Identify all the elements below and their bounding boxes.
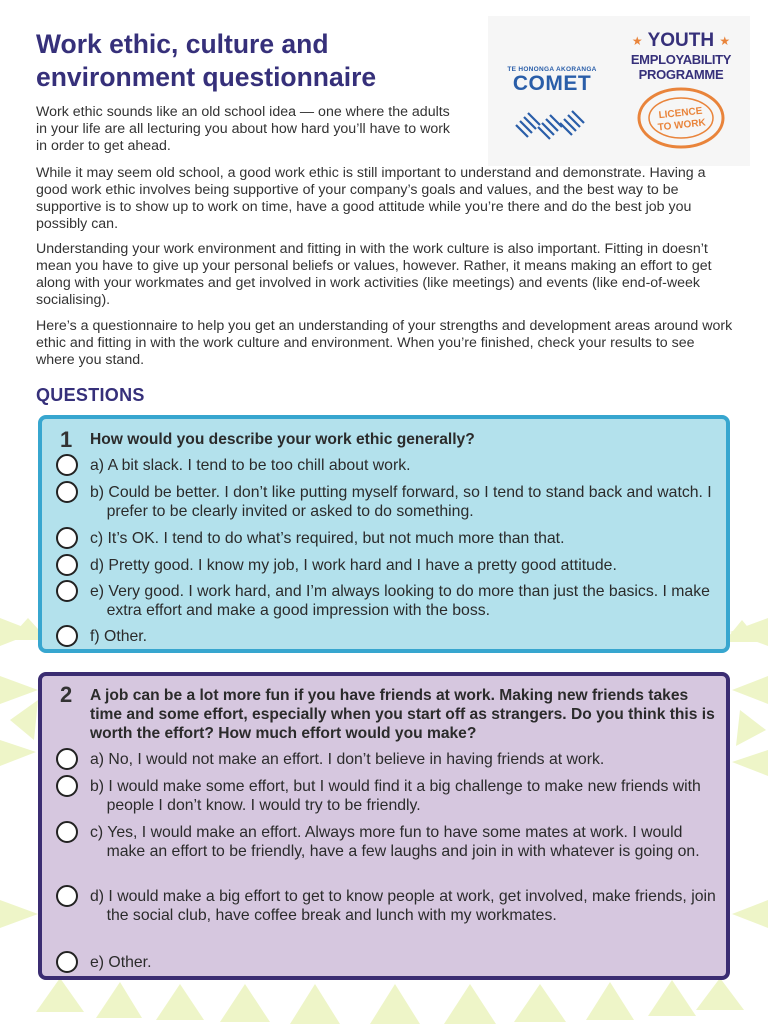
answer-option[interactable] bbox=[56, 750, 716, 770]
answer-label: c) It’s OK. I tend to do what’s required, but not much more than that. bbox=[90, 530, 565, 547]
yep-youth-text: YOUTH bbox=[647, 30, 715, 52]
question-text: A job can be a lot more fun if you have friends at work. Making new friends takes time and some effort, especially when you start off as strangers. Do you think this is worth the effort? How much effort would you make? bbox=[90, 687, 715, 742]
stamp-line-1: LICENCE bbox=[658, 105, 703, 122]
intro-paragraph-1: Work ethic sounds like an old school idea — one where the adults in your life are all lecturing you about how hard you’ll have to work in order to get ahead. bbox=[36, 104, 451, 154]
question-text: How would you describe your work ethic generally? bbox=[90, 431, 475, 448]
answer-option[interactable] bbox=[56, 777, 716, 815]
radio-button[interactable] bbox=[56, 748, 78, 770]
answer-label: a) A bit slack. I tend to be too chill about work. bbox=[90, 457, 411, 474]
radio-button[interactable] bbox=[56, 527, 78, 549]
answer-option[interactable] bbox=[56, 887, 716, 925]
questions-heading: QUESTIONS bbox=[36, 385, 145, 405]
answer-option[interactable] bbox=[56, 953, 716, 973]
answer-option[interactable] bbox=[56, 456, 716, 476]
question-card-2 bbox=[38, 672, 730, 980]
radio-button[interactable] bbox=[56, 625, 78, 647]
radio-button[interactable] bbox=[56, 951, 78, 973]
answer-label: b) Could be better. I don’t like putting myself forward, so I tend to stand back and watch. I prefer to be clearly invited or asked to do something. bbox=[90, 484, 712, 520]
answer-label: a) No, I would not make an effort. I don’t believe in having friends at work. bbox=[90, 751, 605, 768]
comet-logo-name: COMET bbox=[512, 72, 592, 95]
answer-option[interactable] bbox=[56, 556, 716, 576]
answer-label: b) I would make some effort, but I would find it a big challenge to make new friends with people I don’t know. I would try to be friendly. bbox=[90, 778, 701, 814]
radio-button[interactable] bbox=[56, 481, 78, 503]
answer-option[interactable] bbox=[56, 483, 716, 521]
intro-paragraph-3: Understanding your work environment and fitting in with the work culture is also important. Fitting in doesn’t mean you have to give up your personal beliefs or values, however. Rather, it means making an effort to get along with your workmates and get involved in work activities (like meetings) and events (like end-of-week socialising). bbox=[36, 241, 712, 308]
answer-label: e) Very good. I work hard, and I’m always looking to do more than just the basics. I make extra effort and make a good impression with the boss. bbox=[90, 583, 710, 619]
answer-label: d) I would make a big effort to get to know people at work, get involved, make friends, join the social club, have coffee break and lunch with my workmates. bbox=[90, 888, 716, 924]
comet-logo bbox=[502, 66, 602, 145]
answer-label: c) Yes, I would make an effort. Always more fun to have some mates at work. I would make an effort to be friendly, have a few laughs and join in with whatever is going on. bbox=[90, 824, 700, 860]
radio-button[interactable] bbox=[56, 580, 78, 602]
answer-option[interactable] bbox=[56, 823, 716, 861]
star-icon: ★ bbox=[719, 34, 731, 48]
logo-panel bbox=[488, 16, 750, 166]
radio-button[interactable] bbox=[56, 775, 78, 797]
yep-line-3: PROGRAMME bbox=[638, 67, 724, 83]
star-icon: ★ bbox=[631, 34, 643, 48]
answer-label: f) Other. bbox=[90, 628, 148, 645]
radio-button[interactable] bbox=[56, 821, 78, 843]
yep-line-2: EMPLOYABILITY bbox=[630, 52, 732, 68]
question-card-1 bbox=[38, 415, 730, 653]
stamp-line-2: TO WORK bbox=[657, 117, 707, 134]
radio-button[interactable] bbox=[56, 885, 78, 907]
page-title: Work ethic, culture and environment questionnaire bbox=[36, 29, 377, 92]
intro-paragraph-4: Here’s a questionnaire to help you get an understanding of your strengths and development areas around work ethic and fitting in with the work culture and environment. When you’re finished, check your results to see where you stand. bbox=[36, 318, 733, 368]
youth-employability-logo bbox=[622, 30, 740, 150]
comet-logo-tagline: TE HONONGA AKORANGA bbox=[507, 66, 597, 73]
answer-label: d) Pretty good. I know my job, I work hard and I have a pretty good attitude. bbox=[90, 557, 617, 574]
radio-button[interactable] bbox=[56, 554, 78, 576]
question-number: 2 bbox=[60, 682, 73, 707]
radio-button[interactable] bbox=[56, 454, 78, 476]
licence-to-work-stamp bbox=[635, 86, 727, 150]
question-number: 1 bbox=[60, 427, 73, 452]
answer-option[interactable] bbox=[56, 582, 716, 620]
answer-option[interactable] bbox=[56, 627, 716, 647]
answer-option[interactable] bbox=[56, 529, 716, 549]
intro-paragraph-2: While it may seem old school, a good work ethic is still important to understand and demonstrate. Having a good work ethic involves being supportive of your company’s goals and values, and the best way to be supportive is to show up to work on time, have a good attitude while you’re there and do the best job you possibly can. bbox=[36, 165, 706, 232]
comet-stripes-icon bbox=[512, 101, 592, 145]
answer-label: e) Other. bbox=[90, 954, 152, 971]
